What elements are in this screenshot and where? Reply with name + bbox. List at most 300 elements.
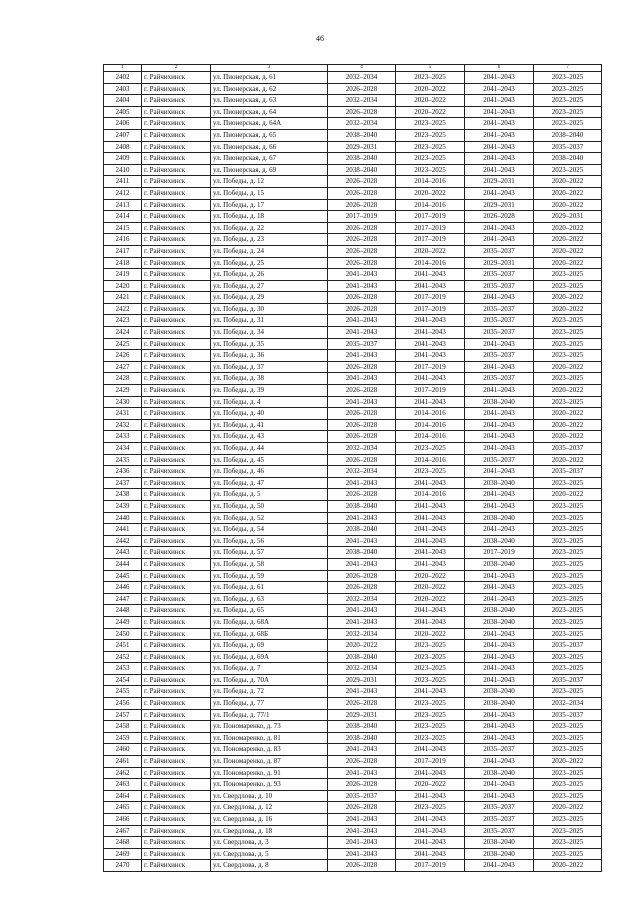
row-period-1: 2035–2037 [328,338,396,350]
row-period-3: 2041–2043 [465,790,534,802]
row-period-2: 2014–2016 [396,408,465,420]
row-city: г. Райчихинск [142,234,211,246]
row-period-2: 2023–2025 [396,640,465,652]
row-address: ул. Победы, д. 35 [211,338,328,350]
row-period-1: 2038–2040 [328,721,396,733]
row-address: ул. Пионерская, д. 67 [211,153,328,165]
row-period-2: 2041–2043 [396,744,465,756]
row-city: г. Райчихинск [142,106,211,118]
row-period-2: 2041–2043 [396,512,465,524]
row-period-3: 2041–2043 [465,582,534,594]
row-period-1: 2041–2043 [328,350,396,362]
row-period-3: 2035–2037 [465,744,534,756]
column-number: 5 [396,65,465,72]
row-address: ул. Победы, д. 40 [211,408,328,420]
row-period-3: 2041–2043 [465,164,534,176]
row-period-2: 2017–2019 [396,361,465,373]
column-number: 2 [142,65,211,72]
row-period-3: 2029–2031 [465,199,534,211]
row-address: ул. Победы, д. 41 [211,419,328,431]
row-period-4: 2023–2025 [534,582,602,594]
row-period-3: 2038–2040 [465,616,534,628]
row-number: 2468 [104,837,142,849]
row-period-2: 2023–2025 [396,802,465,814]
row-period-3: 2017–2019 [465,547,534,559]
row-period-1: 2026–2028 [328,106,396,118]
row-period-1: 2041–2043 [328,558,396,570]
row-period-2: 2020–2022 [396,106,465,118]
row-address: ул. Победы, д. 65 [211,605,328,617]
row-period-2: 2023–2025 [396,732,465,744]
row-address: ул. Победы, д. 27 [211,280,328,292]
row-period-3: 2029–2031 [465,257,534,269]
table-row [104,674,602,686]
row-period-4: 2020–2022 [534,454,602,466]
table-row [104,257,602,269]
table-row [104,361,602,373]
row-city: г. Райчихинск [142,164,211,176]
table-row [104,466,602,478]
row-city: г. Райчихинск [142,245,211,257]
row-city: г. Райчихинск [142,814,211,826]
table-row [104,431,602,443]
row-period-1: 2026–2028 [328,860,396,872]
row-city: г. Райчихинск [142,756,211,768]
row-city: г. Райчихинск [142,373,211,385]
row-address: ул. Победы, д. 57 [211,547,328,559]
row-period-3: 2029–2031 [465,176,534,188]
row-period-2: 2023–2025 [396,153,465,165]
row-number: 2402 [104,72,142,84]
row-period-4: 2023–2025 [534,558,602,570]
row-address: ул. Победы, д. 44 [211,443,328,455]
row-period-1: 2038–2040 [328,524,396,536]
row-period-2: 2023–2025 [396,674,465,686]
row-number: 2424 [104,327,142,339]
row-period-1: 2041–2043 [328,512,396,524]
row-address: ул. Пономаренко, д. 81 [211,732,328,744]
row-period-2: 2020–2022 [396,245,465,257]
row-period-1: 2038–2040 [328,547,396,559]
row-number: 2442 [104,535,142,547]
row-address: ул. Победы, д. 63 [211,593,328,605]
row-period-2: 2023–2025 [396,72,465,84]
row-period-2: 2041–2043 [396,524,465,536]
row-address: ул. Пионерская, д. 66 [211,141,328,153]
row-period-4: 2020–2022 [534,245,602,257]
row-period-3: 2038–2040 [465,605,534,617]
row-period-3: 2041–2043 [465,129,534,141]
row-address: ул. Победы, д. 23 [211,234,328,246]
row-period-3: 2041–2043 [465,640,534,652]
row-period-4: 2023–2025 [534,512,602,524]
row-period-1: 2038–2040 [328,153,396,165]
row-period-2: 2041–2043 [396,767,465,779]
row-period-3: 2041–2043 [465,72,534,84]
row-city: г. Райчихинск [142,547,211,559]
row-period-4: 2023–2025 [534,814,602,826]
row-period-1: 2041–2043 [328,373,396,385]
row-period-2: 2041–2043 [396,825,465,837]
row-period-3: 2041–2043 [465,187,534,199]
column-number: 4 [328,65,396,72]
row-period-4: 2023–2025 [534,72,602,84]
register-table [103,64,602,872]
row-period-3: 2041–2043 [465,443,534,455]
row-period-4: 2020–2022 [534,385,602,397]
row-period-1: 2026–2028 [328,582,396,594]
row-period-4: 2023–2025 [534,767,602,779]
row-period-4: 2020–2022 [534,802,602,814]
row-number: 2455 [104,686,142,698]
row-period-4: 2023–2025 [534,396,602,408]
row-period-4: 2023–2025 [534,327,602,339]
row-period-1: 2017–2019 [328,211,396,223]
row-period-4: 2023–2025 [534,477,602,489]
row-period-4: 2023–2025 [534,350,602,362]
row-city: г. Райчихинск [142,153,211,165]
row-period-4: 2023–2025 [534,269,602,281]
row-address: ул. Победы, д. 34 [211,327,328,339]
row-city: г. Райчихинск [142,651,211,663]
row-city: г. Райчихинск [142,744,211,756]
row-city: г. Райчихинск [142,222,211,234]
row-period-1: 2041–2043 [328,327,396,339]
row-city: г. Райчихинск [142,187,211,199]
row-period-2: 2014–2016 [396,199,465,211]
row-address: ул. Пионерская, д. 63 [211,95,328,107]
table-row [104,756,602,768]
row-period-2: 2017–2019 [396,222,465,234]
row-number: 2431 [104,408,142,420]
row-city: г. Райчихинск [142,709,211,721]
row-number: 2461 [104,756,142,768]
row-period-1: 2026–2028 [328,361,396,373]
row-period-2: 2017–2019 [396,303,465,315]
row-city: г. Райчихинск [142,628,211,640]
row-period-1: 2026–2028 [328,187,396,199]
table-row [104,790,602,802]
row-period-3: 2038–2040 [465,848,534,860]
row-number: 2440 [104,512,142,524]
row-period-4: 2023–2025 [534,848,602,860]
table-row [104,396,602,408]
table-header [104,65,602,72]
table-row [104,408,602,420]
row-city: г. Райчихинск [142,350,211,362]
row-number: 2409 [104,153,142,165]
row-period-4: 2020–2022 [534,860,602,872]
row-number: 2426 [104,350,142,362]
row-period-1: 2026–2028 [328,245,396,257]
row-period-2: 2017–2019 [396,211,465,223]
row-period-2: 2020–2022 [396,593,465,605]
table-row [104,129,602,141]
table-row [104,443,602,455]
row-city: г. Райчихинск [142,176,211,188]
row-number: 2418 [104,257,142,269]
row-period-4: 2023–2025 [534,500,602,512]
row-city: г. Райчихинск [142,721,211,733]
row-number: 2416 [104,234,142,246]
row-period-4: 2023–2025 [534,790,602,802]
row-period-3: 2038–2040 [465,698,534,710]
row-address: ул. Победы, д. 5 [211,489,328,501]
row-number: 2428 [104,373,142,385]
row-address: ул. Победы, д. 69 [211,640,328,652]
table-row [104,199,602,211]
row-city: г. Райчихинск [142,825,211,837]
row-number: 2405 [104,106,142,118]
row-period-1: 2041–2043 [328,686,396,698]
table-row [104,373,602,385]
row-period-3: 2035–2037 [465,814,534,826]
row-period-3: 2041–2043 [465,95,534,107]
table-row [104,848,602,860]
row-number: 2415 [104,222,142,234]
row-period-2: 2020–2022 [396,779,465,791]
row-number: 2427 [104,361,142,373]
row-city: г. Райчихинск [142,477,211,489]
row-number: 2467 [104,825,142,837]
row-period-1: 2032–2034 [328,466,396,478]
row-city: г. Райчихинск [142,338,211,350]
row-period-3: 2041–2043 [465,234,534,246]
row-city: г. Райчихинск [142,292,211,304]
row-address: ул. Победы, д. 45 [211,454,328,466]
row-number: 2417 [104,245,142,257]
row-city: г. Райчихинск [142,767,211,779]
row-period-4: 2023–2025 [534,628,602,640]
table-row [104,500,602,512]
row-period-2: 2023–2025 [396,164,465,176]
row-period-4: 2023–2025 [534,547,602,559]
row-period-3: 2041–2043 [465,361,534,373]
row-address: ул. Победы, д. 69А [211,651,328,663]
row-period-4: 2023–2025 [534,779,602,791]
row-address: ул. Свердлова, д. 5 [211,848,328,860]
row-city: г. Райчихинск [142,95,211,107]
row-number: 2465 [104,802,142,814]
row-period-2: 2041–2043 [396,686,465,698]
row-number: 2457 [104,709,142,721]
row-period-1: 2041–2043 [328,535,396,547]
table-row [104,489,602,501]
row-number: 2466 [104,814,142,826]
row-number: 2432 [104,419,142,431]
row-number: 2436 [104,466,142,478]
row-address: ул. Победы, д. 37 [211,361,328,373]
table-row [104,269,602,281]
row-address: ул. Победы, д. 46 [211,466,328,478]
row-period-4: 2023–2025 [534,338,602,350]
row-period-4: 2023–2025 [534,825,602,837]
row-period-4: 2023–2025 [534,535,602,547]
row-address: ул. Победы, д. 4 [211,396,328,408]
row-period-4: 2023–2025 [534,605,602,617]
row-period-4: 2020–2022 [534,489,602,501]
row-address: ул. Победы, д. 25 [211,257,328,269]
row-period-4: 2020–2022 [534,187,602,199]
row-period-1: 2029–2031 [328,709,396,721]
row-period-1: 2041–2043 [328,744,396,756]
row-number: 2446 [104,582,142,594]
row-address: ул. Победы, д. 39 [211,385,328,397]
row-city: г. Райчихинск [142,512,211,524]
row-number: 2453 [104,663,142,675]
row-address: ул. Победы, д. 68А [211,616,328,628]
row-period-2: 2023–2025 [396,698,465,710]
row-period-1: 2026–2028 [328,698,396,710]
row-city: г. Райчихинск [142,663,211,675]
row-period-3: 2041–2043 [465,570,534,582]
row-period-3: 2041–2043 [465,860,534,872]
table-row [104,779,602,791]
row-city: г. Райчихинск [142,129,211,141]
row-city: г. Райчихинск [142,141,211,153]
row-period-3: 2038–2040 [465,837,534,849]
column-number: 6 [465,65,534,72]
row-number: 2413 [104,199,142,211]
table-row [104,315,602,327]
row-period-3: 2041–2043 [465,593,534,605]
row-period-1: 2026–2028 [328,489,396,501]
table-row [104,245,602,257]
row-number: 2407 [104,129,142,141]
row-city: г. Райчихинск [142,674,211,686]
row-city: г. Райчихинск [142,199,211,211]
table-row [104,814,602,826]
table-row [104,454,602,466]
row-period-3: 2041–2043 [465,83,534,95]
table-row [104,385,602,397]
row-number: 2449 [104,616,142,628]
row-period-3: 2041–2043 [465,106,534,118]
row-period-1: 2026–2028 [328,234,396,246]
row-period-2: 2020–2022 [396,187,465,199]
row-city: г. Райчихинск [142,489,211,501]
row-address: ул. Пономаренко, д. 83 [211,744,328,756]
table-row [104,686,602,698]
row-period-1: 2032–2034 [328,72,396,84]
row-period-2: 2041–2043 [396,547,465,559]
row-period-2: 2023–2025 [396,141,465,153]
row-city: г. Райчихинск [142,500,211,512]
table-row [104,512,602,524]
row-period-1: 2041–2043 [328,814,396,826]
row-number: 2441 [104,524,142,536]
row-address: ул. Пионерская, д. 64 [211,106,328,118]
row-period-4: 2020–2022 [534,408,602,420]
row-number: 2454 [104,674,142,686]
row-period-2: 2014–2016 [396,454,465,466]
row-number: 2429 [104,385,142,397]
row-period-1: 2020–2022 [328,640,396,652]
row-number: 2456 [104,698,142,710]
row-address: ул. Свердлова, д. 8 [211,860,328,872]
table-row [104,292,602,304]
row-period-1: 2041–2043 [328,477,396,489]
row-number: 2451 [104,640,142,652]
table-row [104,477,602,489]
table-row [104,153,602,165]
row-number: 2412 [104,187,142,199]
row-address: ул. Победы, д. 18 [211,211,328,223]
row-address: ул. Победы, д. 47 [211,477,328,489]
table-row [104,616,602,628]
row-period-4: 2023–2025 [534,593,602,605]
row-period-1: 2026–2028 [328,257,396,269]
row-period-3: 2035–2037 [465,350,534,362]
row-period-2: 2041–2043 [396,477,465,489]
row-address: ул. Победы, д. 70А [211,674,328,686]
row-number: 2452 [104,651,142,663]
row-number: 2414 [104,211,142,223]
row-address: ул. Победы, д. 54 [211,524,328,536]
row-period-1: 2026–2028 [328,802,396,814]
row-period-2: 2041–2043 [396,500,465,512]
row-address: ул. Победы, д. 12 [211,176,328,188]
row-period-2: 2041–2043 [396,558,465,570]
row-period-2: 2041–2043 [396,280,465,292]
row-period-4: 2020–2022 [534,756,602,768]
row-address: ул. Победы, д. 36 [211,350,328,362]
page-number: 46 [316,34,324,43]
row-period-1: 2026–2028 [328,199,396,211]
row-period-1: 2026–2028 [328,779,396,791]
row-period-2: 2041–2043 [396,315,465,327]
row-period-3: 2035–2037 [465,802,534,814]
row-city: г. Райчихинск [142,466,211,478]
row-period-4: 2035–2037 [534,466,602,478]
row-city: г. Райчихинск [142,570,211,582]
row-period-3: 2041–2043 [465,118,534,130]
row-period-1: 2041–2043 [328,315,396,327]
row-number: 2425 [104,338,142,350]
table-row [104,721,602,733]
row-city: г. Райчихинск [142,327,211,339]
row-number: 2469 [104,848,142,860]
row-address: ул. Победы, д. 31 [211,315,328,327]
row-period-1: 2041–2043 [328,269,396,281]
row-period-2: 2041–2043 [396,269,465,281]
row-period-1: 2032–2034 [328,593,396,605]
row-address: ул. Пионерская, д. 62 [211,83,328,95]
row-number: 2420 [104,280,142,292]
table-row [104,605,602,617]
row-period-3: 2038–2040 [465,396,534,408]
row-period-4: 2020–2022 [534,361,602,373]
row-period-4: 2020–2022 [534,222,602,234]
row-period-1: 2032–2034 [328,95,396,107]
row-number: 2430 [104,396,142,408]
row-period-3: 2041–2043 [465,628,534,640]
table-row [104,164,602,176]
row-city: г. Райчихинск [142,454,211,466]
row-period-1: 2041–2043 [328,848,396,860]
row-period-3: 2035–2037 [465,327,534,339]
row-city: г. Райчихинск [142,524,211,536]
row-period-3: 2041–2043 [465,141,534,153]
row-period-1: 2038–2040 [328,651,396,663]
row-city: г. Райчихинск [142,640,211,652]
row-city: г. Райчихинск [142,385,211,397]
row-period-2: 2041–2043 [396,396,465,408]
row-period-3: 2041–2043 [465,524,534,536]
table-row [104,222,602,234]
row-period-1: 2041–2043 [328,396,396,408]
row-period-2: 2041–2043 [396,814,465,826]
